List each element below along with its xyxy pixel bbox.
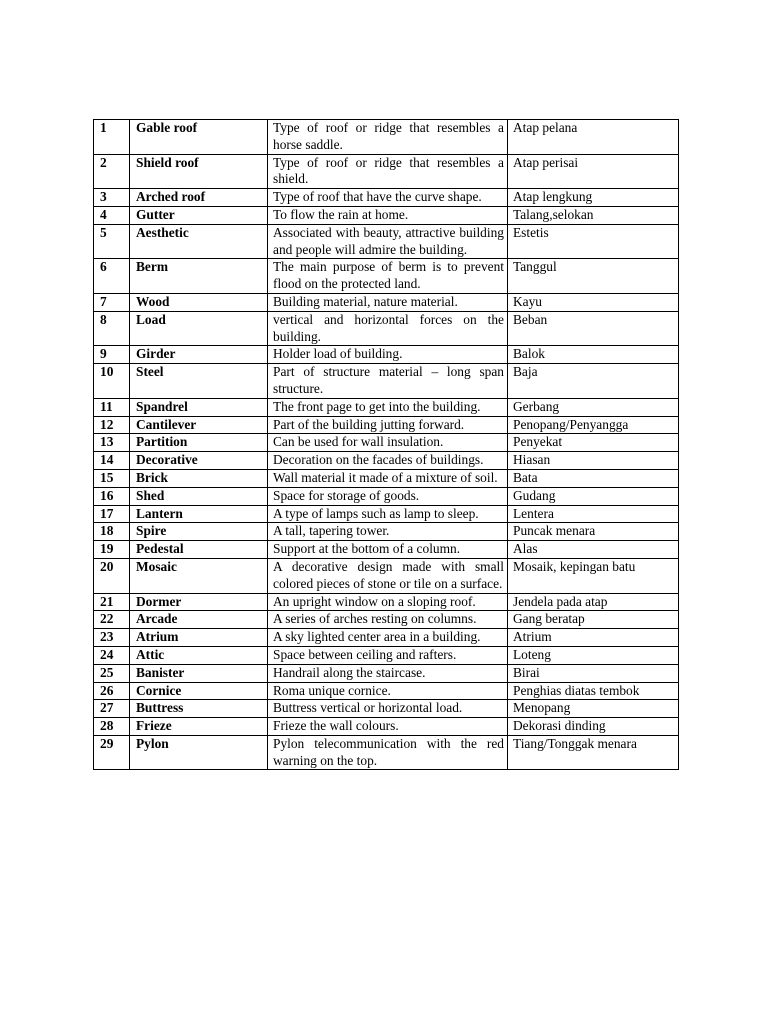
row-number-cell: 23	[94, 629, 130, 647]
table-row	[94, 523, 679, 541]
row-number-cell: 29	[94, 735, 130, 770]
term-cell: Spire	[130, 523, 268, 541]
definition-cell: Roma unique cornice.	[268, 682, 508, 700]
term-cell: Shed	[130, 487, 268, 505]
term-cell: Cornice	[130, 682, 268, 700]
row-number-cell: 18	[94, 523, 130, 541]
translation-cell: Tiang/Tonggak menara	[508, 735, 679, 770]
term-cell: Frieze	[130, 718, 268, 736]
translation-cell: Gudang	[508, 487, 679, 505]
glossary-table-body	[94, 120, 679, 770]
row-number-cell: 15	[94, 469, 130, 487]
table-row	[94, 558, 679, 593]
row-number-cell: 24	[94, 646, 130, 664]
definition-cell: Type of roof or ridge that resembles a horse saddle.	[268, 120, 508, 155]
row-number-cell: 2	[94, 154, 130, 189]
row-number-cell: 25	[94, 664, 130, 682]
translation-cell: Penyekat	[508, 434, 679, 452]
row-number-cell: 1	[94, 120, 130, 155]
row-number-cell: 14	[94, 452, 130, 470]
definition-cell: Wall material it made of a mixture of soil.	[268, 469, 508, 487]
translation-cell: Gerbang	[508, 398, 679, 416]
translation-cell: Atap perisai	[508, 154, 679, 189]
term-cell: Partition	[130, 434, 268, 452]
translation-cell: Gang beratap	[508, 611, 679, 629]
table-row	[94, 346, 679, 364]
term-cell: Shield roof	[130, 154, 268, 189]
translation-cell: Alas	[508, 541, 679, 559]
definition-cell: Part of the building jutting forward.	[268, 416, 508, 434]
translation-cell: Jendela pada atap	[508, 593, 679, 611]
table-row	[94, 593, 679, 611]
definition-cell: Type of roof or ridge that resembles a shield.	[268, 154, 508, 189]
term-cell: Decorative	[130, 452, 268, 470]
translation-cell: Hiasan	[508, 452, 679, 470]
definition-cell: The main purpose of berm is to prevent flood on the protected land.	[268, 259, 508, 294]
term-cell: Steel	[130, 364, 268, 399]
row-number-cell: 21	[94, 593, 130, 611]
term-cell: Arched roof	[130, 189, 268, 207]
term-cell: Girder	[130, 346, 268, 364]
row-number-cell: 28	[94, 718, 130, 736]
table-row	[94, 452, 679, 470]
table-row	[94, 664, 679, 682]
translation-cell: Lentera	[508, 505, 679, 523]
table-row	[94, 700, 679, 718]
translation-cell: Baja	[508, 364, 679, 399]
term-cell: Dormer	[130, 593, 268, 611]
term-cell: Load	[130, 311, 268, 346]
table-row	[94, 120, 679, 155]
definition-cell: Can be used for wall insulation.	[268, 434, 508, 452]
definition-cell: The front page to get into the building.	[268, 398, 508, 416]
definition-cell: Decoration on the facades of buildings.	[268, 452, 508, 470]
translation-cell: Atap lengkung	[508, 189, 679, 207]
translation-cell: Kayu	[508, 293, 679, 311]
table-row	[94, 611, 679, 629]
definition-cell: Pylon telecommunication with the red warning on the top.	[268, 735, 508, 770]
table-row	[94, 206, 679, 224]
table-row	[94, 364, 679, 399]
definition-cell: A type of lamps such as lamp to sleep.	[268, 505, 508, 523]
translation-cell: Menopang	[508, 700, 679, 718]
table-row	[94, 682, 679, 700]
table-row	[94, 541, 679, 559]
term-cell: Gable roof	[130, 120, 268, 155]
row-number-cell: 26	[94, 682, 130, 700]
definition-cell: Space for storage of goods.	[268, 487, 508, 505]
translation-cell: Loteng	[508, 646, 679, 664]
row-number-cell: 10	[94, 364, 130, 399]
term-cell: Arcade	[130, 611, 268, 629]
definition-cell: An upright window on a sloping roof.	[268, 593, 508, 611]
row-number-cell: 5	[94, 224, 130, 259]
table-row	[94, 735, 679, 770]
term-cell: Buttress	[130, 700, 268, 718]
translation-cell: Bata	[508, 469, 679, 487]
table-row	[94, 718, 679, 736]
table-row	[94, 505, 679, 523]
table-row	[94, 629, 679, 647]
term-cell: Lantern	[130, 505, 268, 523]
translation-cell: Atap pelana	[508, 120, 679, 155]
row-number-cell: 7	[94, 293, 130, 311]
translation-cell: Birai	[508, 664, 679, 682]
definition-cell: Part of structure material – long span structure.	[268, 364, 508, 399]
row-number-cell: 9	[94, 346, 130, 364]
translation-cell: Estetis	[508, 224, 679, 259]
translation-cell: Atrium	[508, 629, 679, 647]
term-cell: Pedestal	[130, 541, 268, 559]
row-number-cell: 3	[94, 189, 130, 207]
row-number-cell: 13	[94, 434, 130, 452]
translation-cell: Puncak menara	[508, 523, 679, 541]
translation-cell: Tanggul	[508, 259, 679, 294]
term-cell: Banister	[130, 664, 268, 682]
term-cell: Pylon	[130, 735, 268, 770]
definition-cell: Associated with beauty, attractive building and people will admire the building.	[268, 224, 508, 259]
definition-cell: Building material, nature material.	[268, 293, 508, 311]
term-cell: Atrium	[130, 629, 268, 647]
definition-cell: Type of roof that have the curve shape.	[268, 189, 508, 207]
term-cell: Cantilever	[130, 416, 268, 434]
definition-cell: Holder load of building.	[268, 346, 508, 364]
definition-cell: A tall, tapering tower.	[268, 523, 508, 541]
table-row	[94, 487, 679, 505]
translation-cell: Mosaik, kepingan batu	[508, 558, 679, 593]
definition-cell: To flow the rain at home.	[268, 206, 508, 224]
term-cell: Aesthetic	[130, 224, 268, 259]
term-cell: Berm	[130, 259, 268, 294]
definition-cell: A sky lighted center area in a building.	[268, 629, 508, 647]
definition-cell: Frieze the wall colours.	[268, 718, 508, 736]
term-cell: Wood	[130, 293, 268, 311]
table-row	[94, 224, 679, 259]
translation-cell: Penopang/Penyangga	[508, 416, 679, 434]
definition-cell: Support at the bottom of a column.	[268, 541, 508, 559]
translation-cell: Dekorasi dinding	[508, 718, 679, 736]
row-number-cell: 8	[94, 311, 130, 346]
table-row	[94, 416, 679, 434]
definition-cell: Space between ceiling and rafters.	[268, 646, 508, 664]
definition-cell: Buttress vertical or horizontal load.	[268, 700, 508, 718]
table-row	[94, 434, 679, 452]
term-cell: Attic	[130, 646, 268, 664]
table-row	[94, 259, 679, 294]
row-number-cell: 6	[94, 259, 130, 294]
translation-cell: Beban	[508, 311, 679, 346]
row-number-cell: 17	[94, 505, 130, 523]
row-number-cell: 22	[94, 611, 130, 629]
row-number-cell: 27	[94, 700, 130, 718]
table-row	[94, 398, 679, 416]
translation-cell: Penghias diatas tembok	[508, 682, 679, 700]
row-number-cell: 4	[94, 206, 130, 224]
definition-cell: A series of arches resting on columns.	[268, 611, 508, 629]
term-cell: Mosaic	[130, 558, 268, 593]
table-row	[94, 311, 679, 346]
term-cell: Spandrel	[130, 398, 268, 416]
glossary-table	[93, 119, 679, 770]
table-row	[94, 189, 679, 207]
row-number-cell: 16	[94, 487, 130, 505]
table-row	[94, 646, 679, 664]
term-cell: Brick	[130, 469, 268, 487]
row-number-cell: 20	[94, 558, 130, 593]
row-number-cell: 12	[94, 416, 130, 434]
translation-cell: Balok	[508, 346, 679, 364]
table-row	[94, 293, 679, 311]
table-row	[94, 469, 679, 487]
table-row	[94, 154, 679, 189]
row-number-cell: 11	[94, 398, 130, 416]
definition-cell: A decorative design made with small colored pieces of stone or tile on a surface.	[268, 558, 508, 593]
term-cell: Gutter	[130, 206, 268, 224]
translation-cell: Talang,selokan	[508, 206, 679, 224]
definition-cell: Handrail along the staircase.	[268, 664, 508, 682]
row-number-cell: 19	[94, 541, 130, 559]
definition-cell: vertical and horizontal forces on the building.	[268, 311, 508, 346]
